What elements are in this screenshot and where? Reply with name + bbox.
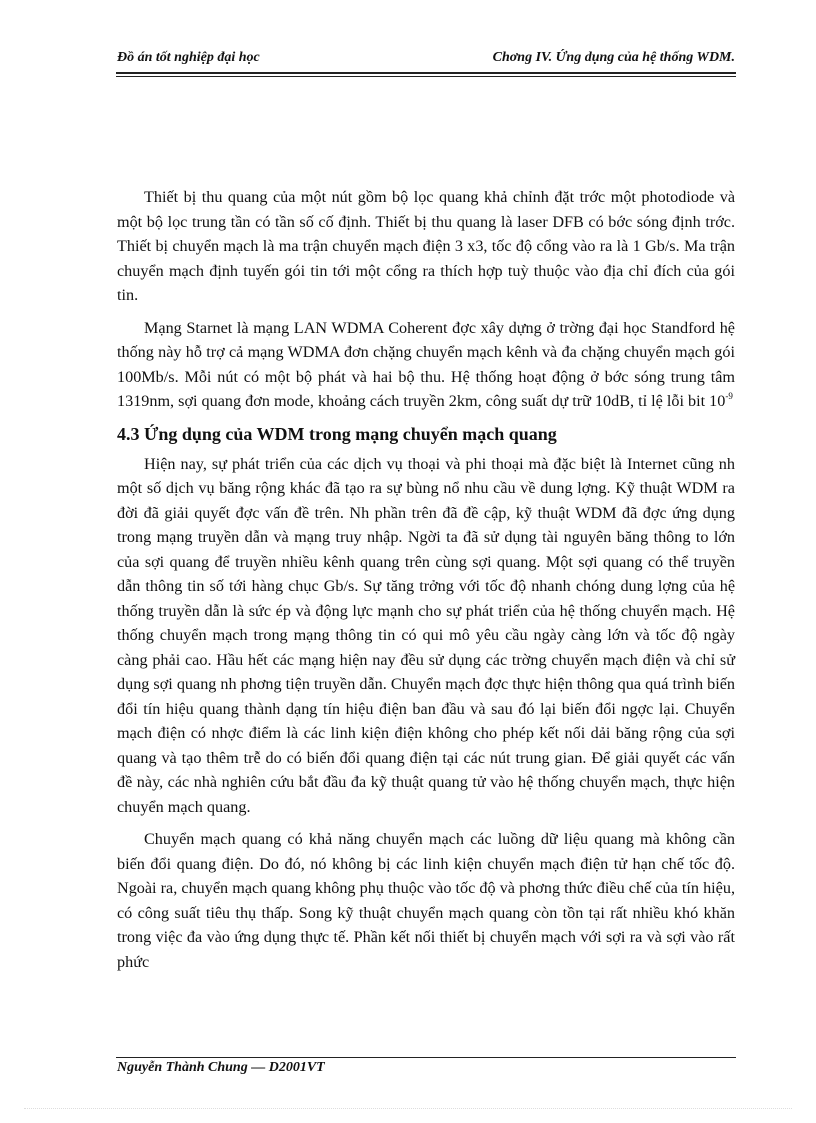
header-document-title: Đồ án tốt nghiệp đại học — [117, 50, 260, 65]
paragraph-starnet-text: Mạng Starnet là mạng LAN WDMA Coherent đợc xây dựng ở trờng đại học Standford hệ thống này hỗ trợ cả mạng WDMA đơn chặng chuyển mạch kênh và đa chặng chuyển mạch gói 100Mb/s. Mỗi nút có một bộ phát và hai bộ thu. Hệ thống hoạt động ở bớc sóng trung tâm 1319nm, sợi quang đơn mode, khoảng cách truyền 2km, công suất dự trữ 10dB, tỉ lệ lỗi bit 10 — [117, 318, 735, 410]
page-body — [117, 185, 735, 982]
section-heading: 4.3 Ứng dụng của WDM trong mạng chuyển mạch quang — [117, 423, 557, 444]
paragraph-starnet — [117, 316, 735, 414]
paragraph-receiver: Thiết bị thu quang của một nút gồm bộ lọc quang khả chỉnh đặt trớc một photodiode và một bộ lọc trung tần có tần số cố định. Thiết bị thu quang là laser DFB có bớc sóng định trớc. Thiết bị chuyển mạch là ma trận chuyển mạch điện 3 x3, tốc độ cổng vào ra là 1 Gb/s. Ma trận chuyển mạch định tuyến gói tin tới một cổng ra thích hợp tuỳ thuộc vào địa chỉ đích của gói tin. — [117, 188, 735, 304]
page-edge-line — [24, 1108, 792, 1109]
footer-divider — [116, 1057, 736, 1058]
header-chapter-title: Chơng IV. Ứng dụng của hệ thống WDM. — [492, 50, 735, 65]
exponent: -9 — [725, 391, 733, 401]
header-divider — [116, 72, 736, 74]
header-divider-thin — [116, 76, 736, 77]
paragraph-introduction: Hiện nay, sự phát triển của các dịch vụ thoại và phi thoại mà đặc biệt là Internet cũng nh một số dịch vụ băng rộng khác đã tạo ra sự bùng nổ nhu cầu về dung lợng. Kỹ thuật WDM ra đời đã giải quyết đợc vấn đề trên. Nh phần trên đã đề cập, kỹ thuật WDM đã đợc ứng dụng trong mạng truyền dẫn và mạng truy nhập. Ngời ta đã sử dụng tài nguyên băng thông to lớn của sợi quang để truyền nhiều kênh quang trên cùng sợi quang. Một sợi quang có thể truyền dẫn thông tin số tới hàng chục Gb/s. Sự tăng trởng với tốc độ nhanh chóng dung lợng của hệ thống truyền dẫn là sức ép và động lực mạnh cho sự phát triển của hệ thống chuyển mạch. Hệ thống chuyển mạch trong mạng thông tin có qui mô yêu cầu ngày càng lớn và tốc độ ngày càng phải cao. Hầu hết các mạng hiện nay đều sử dụng các trờng chuyển mạch điện và chỉ sử dụng sợi quang nh phơng tiện truyền dẫn. Chuyển mạch đợc thực hiện thông qua quá trình biến đổi tín hiệu quang thành dạng tín hiệu điện ban đầu và sau đó lại biến đổi ngợc lại. Chuyển mạch điện có nhợc điểm là các linh kiện điện không cho phép kết nối dải băng rộng của sợi quang và tạo thêm trễ do có biến đổi quang điện tại các nút trung gian. Để giải quyết các vấn đề này, các nhà nghiên cứu bắt đầu đa kỹ thuật quang tử vào hệ thống chuyển mạch, thực hiện chuyển mạch quang. — [117, 454, 735, 816]
footer-author: Nguyễn Thành Chung — D2001VT — [117, 1060, 325, 1075]
page-header — [117, 50, 735, 70]
paragraph-optical-switching: Chuyển mạch quang có khả năng chuyển mạch các luồng dữ liệu quang mà không cần biến đổi quang điện. Do đó, nó không bị các linh kiện chuyển mạch điện tử hạn chế tốc độ. Ngoài ra, chuyển mạch quang không phụ thuộc vào tốc độ và phơng thức điều chế của tín hiệu, có công suất tiêu thụ thấp. Song kỹ thuật chuyển mạch quang còn tồn tại rất nhiều khó khăn trong việc đa vào ứng dụng thực tế. Phần kết nối thiết bị chuyển mạch với sợi ra và sợi vào rất phức — [117, 830, 735, 971]
